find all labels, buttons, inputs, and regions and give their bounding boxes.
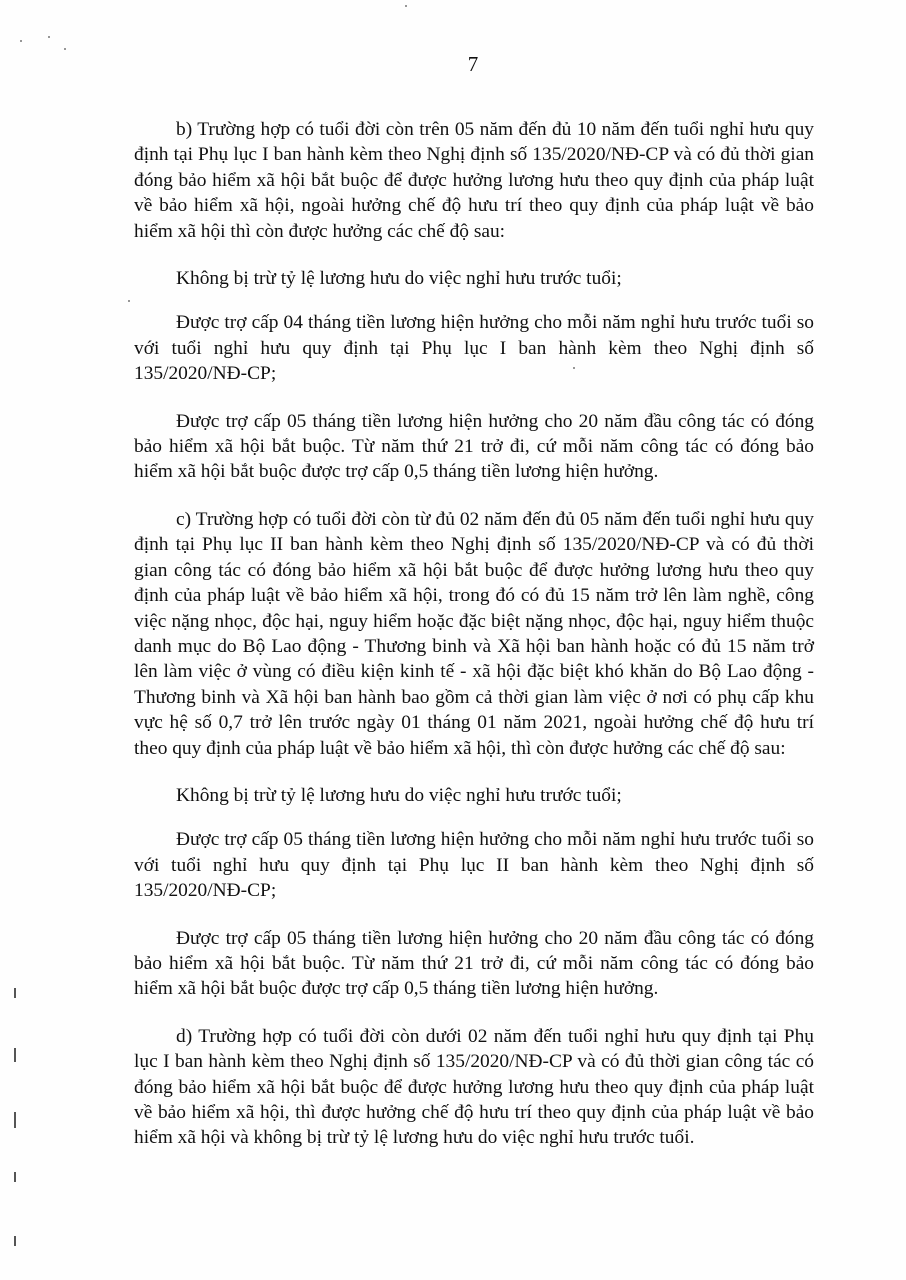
scan-artifact-mark: [14, 1048, 16, 1062]
scan-artifact-mark: [14, 1236, 16, 1246]
paragraph-d: d) Trường hợp có tuổi đời còn dưới 02 năm đến tuổi nghỉ hưu quy định tại Phụ lục I ban hành kèm theo Nghị định số 135/2020/NĐ-CP và có đủ thời gian công tác có đóng bảo hiểm xã hội bắt buộc để được hưởng lương hưu theo quy định của pháp luật về bảo hiểm xã hội, thì được hưởng chế độ hưu trí theo quy định của pháp luật về bảo hiểm xã hội và không bị trừ tỷ lệ lương hưu do việc nghỉ hưu trước tuổi.: [134, 1025, 814, 1149]
scan-artifact-dot: [573, 367, 575, 369]
scan-artifact-dot: [128, 300, 130, 302]
paragraph-b: b) Trường hợp có tuổi đời còn trên 05 năm đến đủ 10 năm đến tuổi nghỉ hưu quy định tại Phụ lục I ban hành kèm theo Nghị định số 135/2020/NĐ-CP và có đủ thời gian đóng bảo hiểm xã hội bắt buộc để được hưởng lương hưu theo quy định của pháp luật về bảo hiểm xã hội, ngoài hưởng chế độ hưu trí theo quy định của pháp luật về bảo hiểm xã hội thì còn được hưởng các chế độ sau:: [134, 119, 814, 242]
scan-artifact-mark: [14, 1172, 16, 1182]
paragraph-c: c) Trường hợp có tuổi đời còn từ đủ 02 năm đến đủ 05 năm đến tuổi nghỉ hưu quy định tại Phụ lục II ban hành kèm theo Nghị định số 135/2020/NĐ-CP và có đủ thời gian công tác có đóng bảo hiểm xã hội bắt buộc để được hưởng lương hưu theo quy định của pháp luật về bảo hiểm xã hội, trong đó có đủ 15 năm trở lên làm nghề, công việc nặng nhọc, độc hại, nguy hiểm hoặc đặc biệt nặng nhọc, độc hại, nguy hiểm thuộc danh mục do Bộ Lao động - Thương binh và Xã hội ban hành hoặc có đủ 15 năm trở lên làm việc ở vùng có điều kiện kinh tế - xã hội đặc biệt khó khăn do Bộ Lao động - Thương binh và Xã hội ban hành bao gồm cả thời gian làm việc ở nơi có phụ cấp khu vực hệ số 0,7 trở lên trước ngày 01 tháng 01 năm 2021, ngoài hưởng chế độ hưu trí theo quy định của pháp luật về bảo hiểm xã hội, thì còn được hưởng các chế độ sau:: [134, 508, 814, 759]
page-number: 7: [467, 52, 479, 76]
scan-artifact-mark: [14, 988, 16, 998]
paragraph-c-item-2: Được trợ cấp 05 tháng tiền lương hiện hưởng cho mỗi năm nghỉ hưu trước tuổi so với tuổi nghỉ hưu quy định tại Phụ lục II ban hành kèm theo Nghị định số 135/2020/NĐ-CP;: [134, 829, 814, 902]
scan-artifact-dot: [20, 40, 22, 42]
scan-artifact-mark: [14, 1112, 16, 1128]
paragraph-c-item-3: Được trợ cấp 05 tháng tiền lương hiện hưởng cho 20 năm đầu công tác có đóng bảo hiểm xã hội bắt buộc. Từ năm thứ 21 trở đi, cứ mỗi năm công tác có đóng bảo hiểm xã hội bắt buộc được trợ cấp 0,5 tháng tiền lương hiện hưởng.: [134, 927, 814, 1000]
scan-artifact-dot: [405, 5, 407, 7]
scan-artifact-dot: [48, 36, 50, 38]
paragraph-b-item-3: Được trợ cấp 05 tháng tiền lương hiện hưởng cho 20 năm đầu công tác có đóng bảo hiểm xã hội bắt buộc. Từ năm thứ 21 trở đi, cứ mỗi năm công tác có đóng bảo hiểm xã hội bắt buộc được trợ cấp 0,5 tháng tiền lương hiện hưởng.: [134, 410, 814, 483]
paragraph-b-item-1: Không bị trừ tỷ lệ lương hưu do việc nghỉ hưu trước tuổi;: [176, 268, 622, 290]
scan-artifact-dot: [64, 48, 66, 50]
document-body: [134, 117, 814, 1173]
paragraph-b-item-2: Được trợ cấp 04 tháng tiền lương hiện hưởng cho mỗi năm nghỉ hưu trước tuổi so với tuổi nghỉ hưu quy định tại Phụ lục I ban hành kèm theo Nghị định số 135/2020/NĐ-CP;: [134, 312, 814, 385]
paragraph-c-item-1: Không bị trừ tỷ lệ lương hưu do việc nghỉ hưu trước tuổi;: [176, 784, 622, 806]
